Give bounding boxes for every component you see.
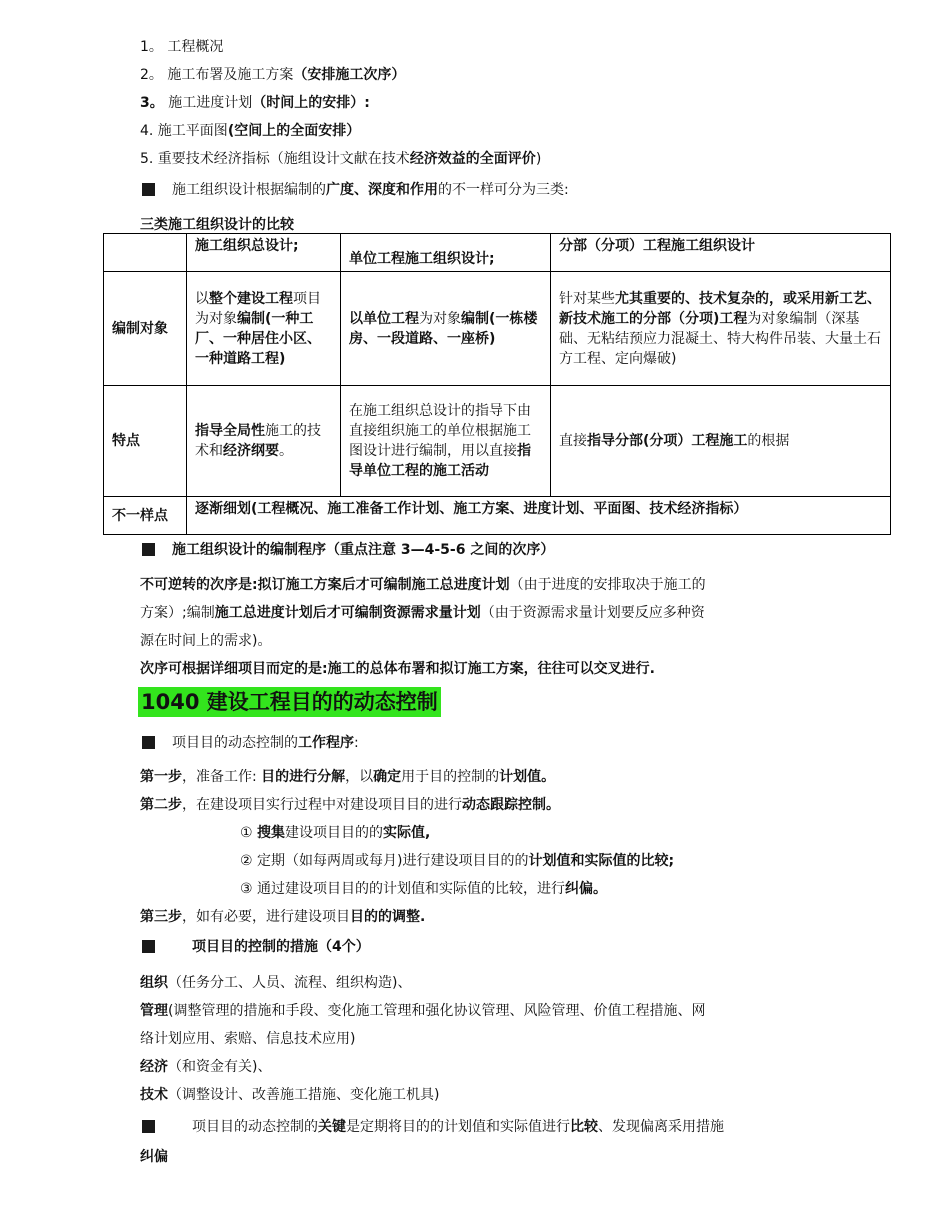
item-number: 4. <box>140 123 154 139</box>
work-procedure-intro <box>172 733 359 753</box>
irreversible-order-line-3 <box>140 631 271 651</box>
bold-text: 组织 <box>140 975 168 991</box>
step-2-sub-2 <box>240 851 674 871</box>
text: 建设项目目的的 <box>285 825 384 841</box>
text: ，以 <box>345 769 374 785</box>
comparison-table <box>103 233 891 535</box>
item-text: 施工进度计划 <box>168 95 253 111</box>
bold-text: 次序可根据详细项目而定的是:施工的总体布署和拟订施工方案，往往可以交叉进行. <box>140 661 655 677</box>
table-cell <box>551 272 891 386</box>
item-text: 工程概况 <box>167 39 224 55</box>
list-item-1 <box>140 37 223 57</box>
bold-text: 第三步 <box>140 909 182 925</box>
header-cell <box>187 234 341 272</box>
bold-text: 拟订施工方案后才可编制施工总进度计划 <box>257 577 510 593</box>
item-number: 1。 <box>140 39 163 55</box>
step-2-sub-3 <box>240 879 607 899</box>
cell-bold-text: 指导分部(分项）工程施工 <box>587 433 748 449</box>
cell-bold-text: 逐渐细划(工程概况、施工准备工作计划、施工方案、进度计划、平面图、技术经济指标） <box>195 501 748 517</box>
text: 、发现偏离采用措施 <box>598 1119 724 1135</box>
cell-bold-text: 编制(一栋楼房、一段道路、一座桥) <box>349 310 538 347</box>
row-label: 不一样点 <box>112 507 168 524</box>
dynamic-control-key <box>192 1117 724 1137</box>
item-bold-text: 经济效益的全面评价 <box>409 151 536 167</box>
bold-text: 不可逆转的次序是: <box>140 577 258 593</box>
item-text: 施工平面图 <box>153 123 228 139</box>
classification-intro <box>172 180 569 200</box>
bold-text: 纠偏 <box>140 1149 168 1165</box>
control-measures-heading <box>192 937 370 957</box>
bold-text: 确定 <box>373 769 402 785</box>
table-cell <box>341 386 551 497</box>
text: ② 定期（如每两周或每月)进行建设项目目的的 <box>240 853 529 869</box>
empty-header-cell <box>104 234 187 272</box>
list-item-3 <box>140 93 370 113</box>
square-bullet-icon <box>142 1120 155 1133</box>
compile-procedure <box>172 540 554 560</box>
row-label: 特点 <box>112 433 140 449</box>
bold-text: 管理 <box>140 1003 168 1019</box>
bold-text: 第二步 <box>140 797 182 813</box>
bold-text: 第一步 <box>140 769 182 785</box>
step-1 <box>140 767 555 787</box>
text: 用于目的控制的 <box>401 769 500 785</box>
cell-bold-text: 经济纲要 <box>223 443 279 459</box>
table-cell <box>551 386 891 497</box>
text: （由于资源需求量计划要反应多种资 <box>480 605 705 621</box>
cell-bold-text: 指导单位工程的施工活动 <box>349 443 531 479</box>
bold-text: 纠偏。 <box>565 881 607 897</box>
bold-text: 施工总进度计划后才可编制资源需求量计划 <box>214 605 481 621</box>
table-row <box>104 272 891 386</box>
cell-text: 以 <box>195 290 209 307</box>
bold-text: 计划值。 <box>499 769 556 785</box>
bold-text: 目的进行分解 <box>261 769 346 785</box>
dynamic-control-key-cont <box>140 1147 168 1167</box>
bold-text: 关键 <box>318 1119 346 1135</box>
cell-text: 为对象编制（深基础、无粘结预应力混凝土、特大构件吊装、大量土石方工程、定向爆破) <box>559 310 881 367</box>
text: ① <box>240 825 258 841</box>
step-2 <box>140 795 560 815</box>
text: ，在建设项目实行过程中对建设项目目的进行 <box>182 797 462 813</box>
cell-text: 。 <box>279 443 293 459</box>
cell-text: 在施工组织总设计的指导下由直接组织施工的单位根据施工图设计进行编制，用以直接 <box>349 403 531 459</box>
text: （和资金有关)、 <box>168 1059 272 1075</box>
bold-text: 搜集 <box>257 825 286 841</box>
irreversible-order-line-2 <box>140 603 705 623</box>
cell-text: 施工的技术和 <box>195 423 321 459</box>
table-cell <box>187 386 341 497</box>
cell-bold-text: 指导全局性 <box>195 423 265 439</box>
item-number: 2。 <box>140 67 163 83</box>
table-row <box>104 497 891 535</box>
square-bullet-icon <box>142 736 155 749</box>
measure-technical <box>140 1085 439 1105</box>
bold-text: 经济 <box>140 1059 168 1075</box>
bold-text: 实际值, <box>383 825 431 841</box>
text: 施工组织设计根据编制的 <box>172 182 326 198</box>
table-cell <box>187 272 341 386</box>
text: : <box>354 735 359 751</box>
item-text: 5. 重要技术经济指标（施组设计文献在技术 <box>140 151 410 167</box>
text: ③ 通过建设项目目的的计划值和实际值的比较，进行 <box>240 881 565 897</box>
table-cell <box>187 497 891 535</box>
step-3 <box>140 907 425 927</box>
measure-organization <box>140 973 411 993</box>
section-heading: 1040 建设工程目的的动态控制 <box>138 687 441 717</box>
header-text: 单位工程施工组织设计; <box>349 251 495 267</box>
cell-text: 的根据 <box>747 433 790 449</box>
bold-text: 动态跟踪控制。 <box>462 797 560 813</box>
item-bold-text: (空间上的全面安排） <box>227 123 361 139</box>
text: 的不一样可分为三类: <box>438 182 569 198</box>
bold-text: 工作程序 <box>298 735 354 751</box>
header-cell <box>551 234 891 272</box>
bold-text: 比较 <box>570 1119 598 1135</box>
table-cell <box>341 272 551 386</box>
square-bullet-icon <box>142 543 155 556</box>
bold-text: 目的的调整. <box>350 909 426 925</box>
list-item-5 <box>140 149 541 169</box>
row-label-cell <box>104 272 187 386</box>
header-text: 分部（分项）工程施工组织设计 <box>559 238 755 254</box>
cell-text: 针对某些 <box>559 290 615 307</box>
bold-text: 施工组织设计的编制程序（重点注意 3—4-5-6 之间的次序） <box>172 542 555 558</box>
text: 是定期将目的的计划值和实际值进行 <box>346 1119 570 1135</box>
table-header-row <box>104 234 891 272</box>
bold-text: 项目目的控制的措施（4个） <box>192 939 370 955</box>
text: 项目目的动态控制的 <box>172 735 298 751</box>
text: ，准备工作: <box>182 769 262 785</box>
cell-text: 项目为对象 <box>195 290 321 327</box>
list-item-4 <box>140 121 360 141</box>
text: （由于进度的安排取决于施工的 <box>509 577 706 593</box>
text: 方案）;编制 <box>140 605 215 621</box>
irreversible-order-line-1 <box>140 575 706 595</box>
flexible-order-line <box>140 659 655 679</box>
square-bullet-icon <box>142 183 155 196</box>
step-2-sub-1 <box>240 823 430 843</box>
square-bullet-icon <box>142 940 155 953</box>
cell-bold-text: 整个建设工程 <box>209 290 293 307</box>
text: 络计划应用、索赔、信息技术应用) <box>140 1031 356 1047</box>
measure-economic <box>140 1057 271 1077</box>
item-bold-text: （时间上的安排）: <box>252 95 370 111</box>
measure-management <box>140 1001 705 1021</box>
text: 项目目的动态控制的 <box>192 1119 318 1135</box>
cell-text: 为对象 <box>419 310 461 327</box>
item-text: ) <box>535 151 542 167</box>
bold-text: 计划值和实际值的比较; <box>528 853 675 869</box>
bold-text: 广度、深度和作用 <box>326 182 438 198</box>
row-label-cell <box>104 497 187 535</box>
text: (调整管理的措施和手段、变化施工管理和强化协议管理、风险管理、价值工程措施、网 <box>168 1003 706 1019</box>
row-label-cell <box>104 386 187 497</box>
text: （调整设计、改善施工措施、变化施工机具) <box>168 1087 440 1103</box>
table-row <box>104 386 891 497</box>
list-item-2 <box>140 65 405 85</box>
cell-bold-text: 编制(一种工厂、一种居住小区、一种道路工程) <box>195 310 321 367</box>
item-number: 3。 <box>140 95 164 111</box>
cell-bold-text: 以单位工程 <box>349 310 419 327</box>
table-title: 三类施工组织设计的比较 <box>140 217 294 233</box>
header-cell <box>341 234 551 272</box>
item-bold-text: （安排施工次序） <box>293 67 406 83</box>
text: 源在时间上的需求)。 <box>140 633 272 649</box>
item-text: 施工布署及施工方案 <box>167 67 294 83</box>
text: ，如有必要，进行建设项目 <box>182 909 350 925</box>
cell-bold-text: 尤其重要的、技术复杂的，或采用新工艺、新技术施工的分部（分项)工程 <box>559 290 881 327</box>
header-text: 施工组织总设计; <box>195 238 299 254</box>
measure-management-cont <box>140 1029 355 1049</box>
text: （任务分工、人员、流程、组织构造)、 <box>168 975 412 991</box>
cell-text: 直接 <box>559 433 587 449</box>
row-label: 编制对象 <box>112 320 168 337</box>
bold-text: 技术 <box>140 1087 168 1103</box>
